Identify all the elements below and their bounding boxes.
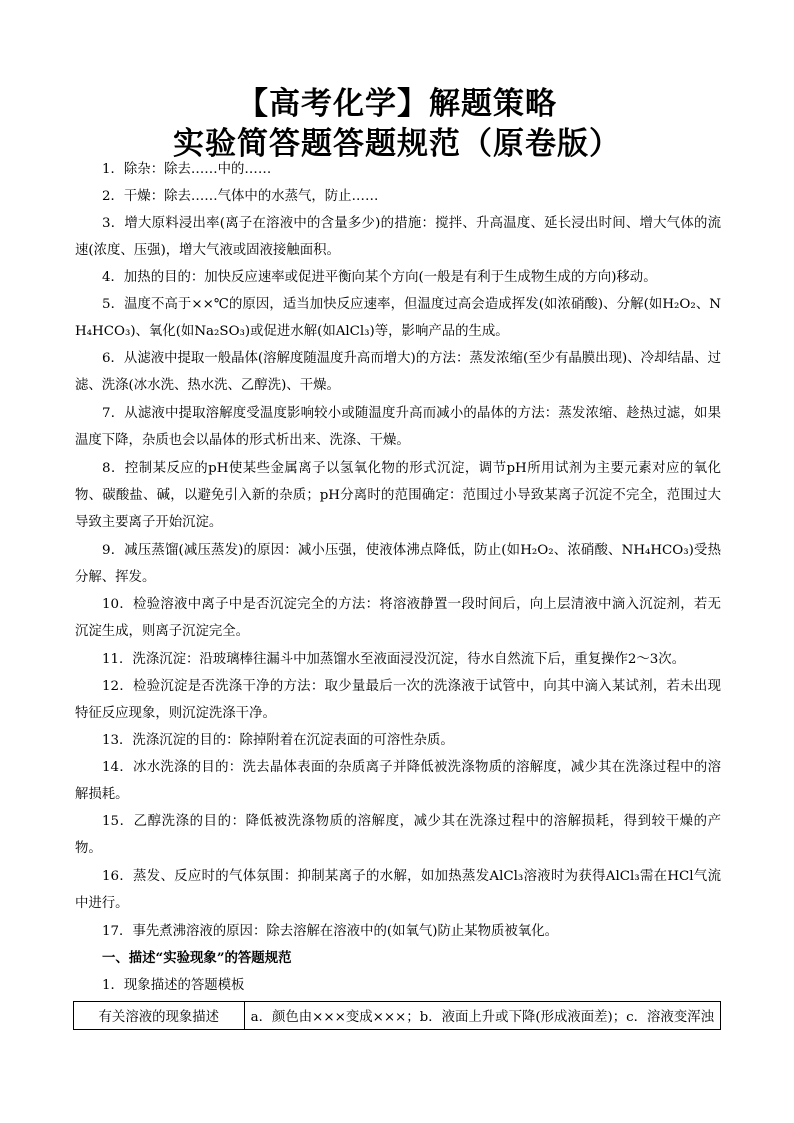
table-cell-label: 有关溶液的现象描述 xyxy=(74,1002,245,1030)
list-item: 6．从滤液中提取一般晶体(溶解度随温度升高而增大)的方法：蒸发浓缩(至少有晶膜出现)、冷却结晶、过滤、洗涤(冰水洗、热水洗、乙醇洗)、干燥。 xyxy=(75,351,721,394)
document-title: 【高考化学】解题策略 xyxy=(237,86,557,122)
list-item: 5．温度不高于××℃的原因，适当加快反应速率，但温度过高会造成挥发(如浓硝酸)、分解(如H₂O₂、NH₄HCO₃)、氧化(如Na₂SO₃)或促进水解(如AlCl₃)等，影响产品的生成。 xyxy=(75,297,721,340)
table-row xyxy=(74,1002,721,1030)
table-cell-content: a．颜色由×××变成×××；b．液面上升或下降(形成液面差)；c．溶液变浑浊 xyxy=(244,1002,720,1030)
list-item: 13．洗涤沉淀的目的：除掉附着在沉淀表面的可溶性杂质。 xyxy=(102,733,454,748)
list-item: 12．检验沉淀是否洗涤干净的方法：取少量最后一次的洗涤液于试管中，向其中滴入某试剂，若未出现特征反应现象，则沉淀洗涤干净。 xyxy=(75,679,721,722)
list-item: 17．事先煮沸溶液的原因：除去溶解在溶液中的(如氧气)防止某物质被氧化。 xyxy=(102,924,558,939)
answer-template-table xyxy=(73,1001,721,1030)
list-item: 8．控制某反应的pH使某些金属离子以氢氧化物的形式沉淀，调节pH所用试剂为主要元素对应的氧化物、碳酸盐、碱，以避免引入新的杂质；pH分离时的范围确定：范围过小导致某离子沉淀不完全，范围过大导致主要离子开始沉淀。 xyxy=(75,461,721,531)
section-heading: 一、描述“实验现象”的答题规范 xyxy=(102,950,292,966)
list-item: 3．增大原料浸出率(离子在溶液中的含量多少)的措施：搅拌、升高温度、延长浸出时间、增大气体的流速(浓度、压强)，增大气液或固液接触面积。 xyxy=(75,216,721,259)
list-item: 9．减压蒸馏(减压蒸发)的原因：减小压强，使液体沸点降低，防止(如H₂O₂、浓硝酸、NH₄HCO₃)受热分解、挥发。 xyxy=(75,543,721,586)
list-item: 14．冰水洗涤的目的：洗去晶体表面的杂质离子并降低被洗涤物质的溶解度，减少其在洗涤过程中的溶解损耗。 xyxy=(75,760,721,803)
list-item: 11．洗涤沉淀：沿玻璃棒往漏斗中加蒸馏水至液面浸没沉淀，待水自然流下后，重复操作2～3次。 xyxy=(102,652,686,667)
list-item: 1．除杂：除去……中的…… xyxy=(102,162,272,177)
list-item: 10．检验溶液中离子中是否沉淀完全的方法：将溶液静置一段时间后，向上层清液中滴入沉淀剂，若无沉淀生成，则离子沉淀完全。 xyxy=(75,597,721,640)
list-item: 16．蒸发、反应时的气体氛围：抑制某离子的水解，如加热蒸发AlCl₃溶液时为获得AlCl₃需在HCl气流中进行。 xyxy=(75,869,721,912)
list-item: 7．从滤液中提取溶解度受温度影响较小或随温度升高而减小的晶体的方法：蒸发浓缩、趁热过滤，如果温度下降，杂质也会以晶体的形式析出来、洗涤、干燥。 xyxy=(75,406,721,449)
list-item: 15．乙醇洗涤的目的：降低被洗涤物质的溶解度，减少其在洗涤过程中的溶解损耗，得到较干燥的产物。 xyxy=(75,814,721,857)
document-subtitle: 实验简答题答题规范（原卷版） xyxy=(173,126,621,162)
section-subheading: 1．现象描述的答题模板 xyxy=(102,978,245,993)
list-item: 2．干燥：除去……气体中的水蒸气，防止…… xyxy=(102,189,379,204)
list-item: 4．加热的目的：加快反应速率或促进平衡向某个方向(一般是有利于生成物生成的方向)移动。 xyxy=(102,270,657,285)
